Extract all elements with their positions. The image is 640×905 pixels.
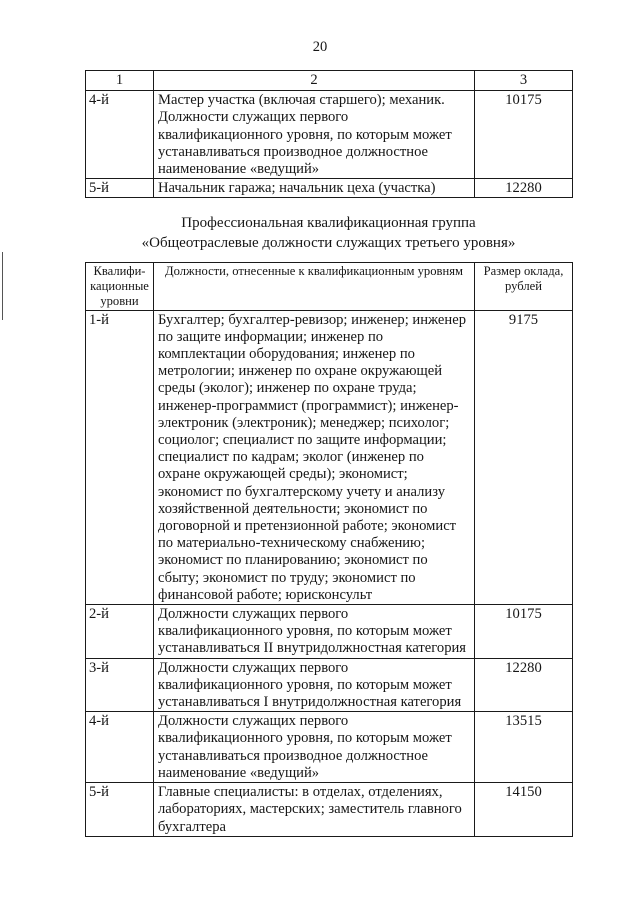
salary-table-continued — [85, 70, 573, 198]
position-line: наименование «ведущий» — [158, 161, 320, 178]
position-line: инженер-программист (программист); инженер- — [158, 397, 459, 414]
position-line: Начальник гаража; начальник цеха (участка) — [158, 180, 436, 197]
qualification-level-cell — [86, 179, 154, 198]
position-line: договорной и претензионной работе; экономист — [158, 518, 457, 535]
qualification-level-cell — [86, 605, 154, 659]
position-line: сбыту; экономист по труду; экономист по — [158, 569, 416, 586]
position-line: Должности служащих первого — [158, 713, 349, 730]
qualification-level: 2-й — [89, 606, 109, 623]
table-row — [86, 712, 573, 783]
position-line: квалификационного уровня, по которым может — [158, 126, 452, 143]
positions-cell — [154, 91, 475, 179]
header-positions — [154, 263, 475, 311]
salary-cell — [475, 91, 573, 179]
positions-cell — [154, 310, 475, 604]
position-line: устанавливаться I внутридолжностная категория — [158, 694, 462, 711]
table-body — [86, 71, 573, 198]
position-line: наименование «ведущий» — [158, 764, 320, 781]
table-row — [86, 179, 573, 198]
positions-cell — [154, 783, 475, 837]
salary-value: 12280 — [505, 180, 542, 197]
scan-edge-mark — [2, 252, 3, 320]
qualification-level-cell — [86, 783, 154, 837]
table-row — [86, 310, 573, 604]
position-line: экономист по планированию; экономист по — [158, 552, 428, 569]
position-line: бухгалтера — [158, 818, 226, 835]
position-line: Должности служащих первого — [158, 659, 349, 676]
position-line: по материально-техническому снабжению; — [158, 535, 426, 552]
table-row — [86, 783, 573, 837]
column-number-2: 2 — [154, 71, 475, 91]
positions-cell — [154, 712, 475, 783]
position-line: Должности служащих первого — [158, 109, 349, 126]
header-line: рублей — [505, 279, 542, 294]
qualification-level: 4-й — [89, 713, 109, 730]
position-line: специалист по кадрам; эколог (инженер по — [158, 449, 424, 466]
position-line: квалификационного уровня, по которым может — [158, 623, 452, 640]
header-qualification-levels — [86, 263, 154, 311]
positions-cell — [154, 658, 475, 712]
group-heading-line-2: «Общеотраслевые должности служащих третьего уровня» — [141, 235, 516, 251]
position-line: экономист по бухгалтерскому учету и анализу — [158, 483, 445, 500]
qualification-level-cell — [86, 712, 154, 783]
salary-cell — [475, 783, 573, 837]
salary-cell — [475, 658, 573, 712]
salary-value: 12280 — [505, 659, 542, 676]
qualification-level-cell — [86, 310, 154, 604]
qualification-level: 5-й — [89, 180, 109, 197]
table-body — [86, 263, 573, 837]
position-line: квалификационного уровня, по которым может — [158, 730, 452, 747]
qualification-level: 5-й — [89, 784, 109, 801]
page-number: 20 — [312, 39, 328, 55]
header-salary — [475, 263, 573, 311]
position-line: метрологии; инженер по охране окружающей — [158, 363, 443, 380]
position-line: охране окружающей среды); экономист; — [158, 466, 408, 483]
qualification-level: 1-й — [89, 311, 109, 328]
positions-cell — [154, 179, 475, 198]
qualification-level: 3-й — [89, 659, 109, 676]
salary-cell — [475, 712, 573, 783]
qualification-level-cell — [86, 91, 154, 179]
positions-cell — [154, 605, 475, 659]
position-line: хозяйственной деятельности; экономист по — [158, 500, 428, 517]
position-line: устанавливаться II внутридолжностная категория — [158, 640, 467, 657]
header-line: Должности, отнесенные к квалификационным уровням — [165, 264, 463, 278]
salary-cell — [475, 179, 573, 198]
column-number-3: 3 — [475, 71, 573, 91]
column-number-1: 1 — [86, 71, 154, 91]
position-line: лабораториях, мастерских; заместитель главного — [158, 801, 462, 818]
salary-table-level3 — [85, 262, 573, 837]
position-line: финансовой работе; юрисконсульт — [158, 586, 373, 603]
position-line: Бухгалтер; бухгалтер-ревизор; инженер; инженер — [158, 311, 466, 328]
column-number-row — [86, 71, 573, 91]
salary-value: 10175 — [505, 606, 542, 623]
salary-value: 9175 — [508, 311, 539, 328]
position-line: Должности служащих первого — [158, 606, 349, 623]
qualification-level: 4-й — [89, 92, 109, 109]
position-line: Мастер участка (включая старшего); механик. — [158, 92, 445, 109]
salary-cell — [475, 310, 573, 604]
group-heading — [85, 213, 572, 253]
header-line: Квалифи- — [93, 264, 146, 278]
salary-value: 14150 — [505, 784, 542, 801]
position-line: социолог; специалист по защите информации; — [158, 432, 447, 449]
position-line: устанавливаться производное должностное — [158, 143, 429, 160]
table-row — [86, 91, 573, 179]
salary-value: 13515 — [505, 713, 542, 730]
position-line: устанавливаться производное должностное — [158, 747, 429, 764]
position-line: квалификационного уровня, по которым может — [158, 676, 452, 693]
table-header-row — [86, 263, 573, 311]
table-row — [86, 658, 573, 712]
position-line: комплектации оборудования; инженер по — [158, 346, 415, 363]
position-line: среды (эколог); инженер по охране труда; — [158, 380, 417, 397]
header-line: уровни — [100, 294, 139, 309]
header-line: Размер оклада, — [483, 264, 564, 278]
position-line: по защите информации; инженер по — [158, 328, 384, 345]
salary-cell — [475, 605, 573, 659]
position-line: Главные специалисты: в отделах, отделениях, — [158, 784, 443, 801]
position-line: электроник (электроник); менеджер; психолог; — [158, 414, 450, 431]
table-row — [86, 605, 573, 659]
header-line: кационные — [90, 279, 149, 294]
qualification-level-cell — [86, 658, 154, 712]
group-heading-line-1: Профессиональная квалификационная группа — [181, 215, 476, 231]
salary-value: 10175 — [505, 92, 542, 109]
